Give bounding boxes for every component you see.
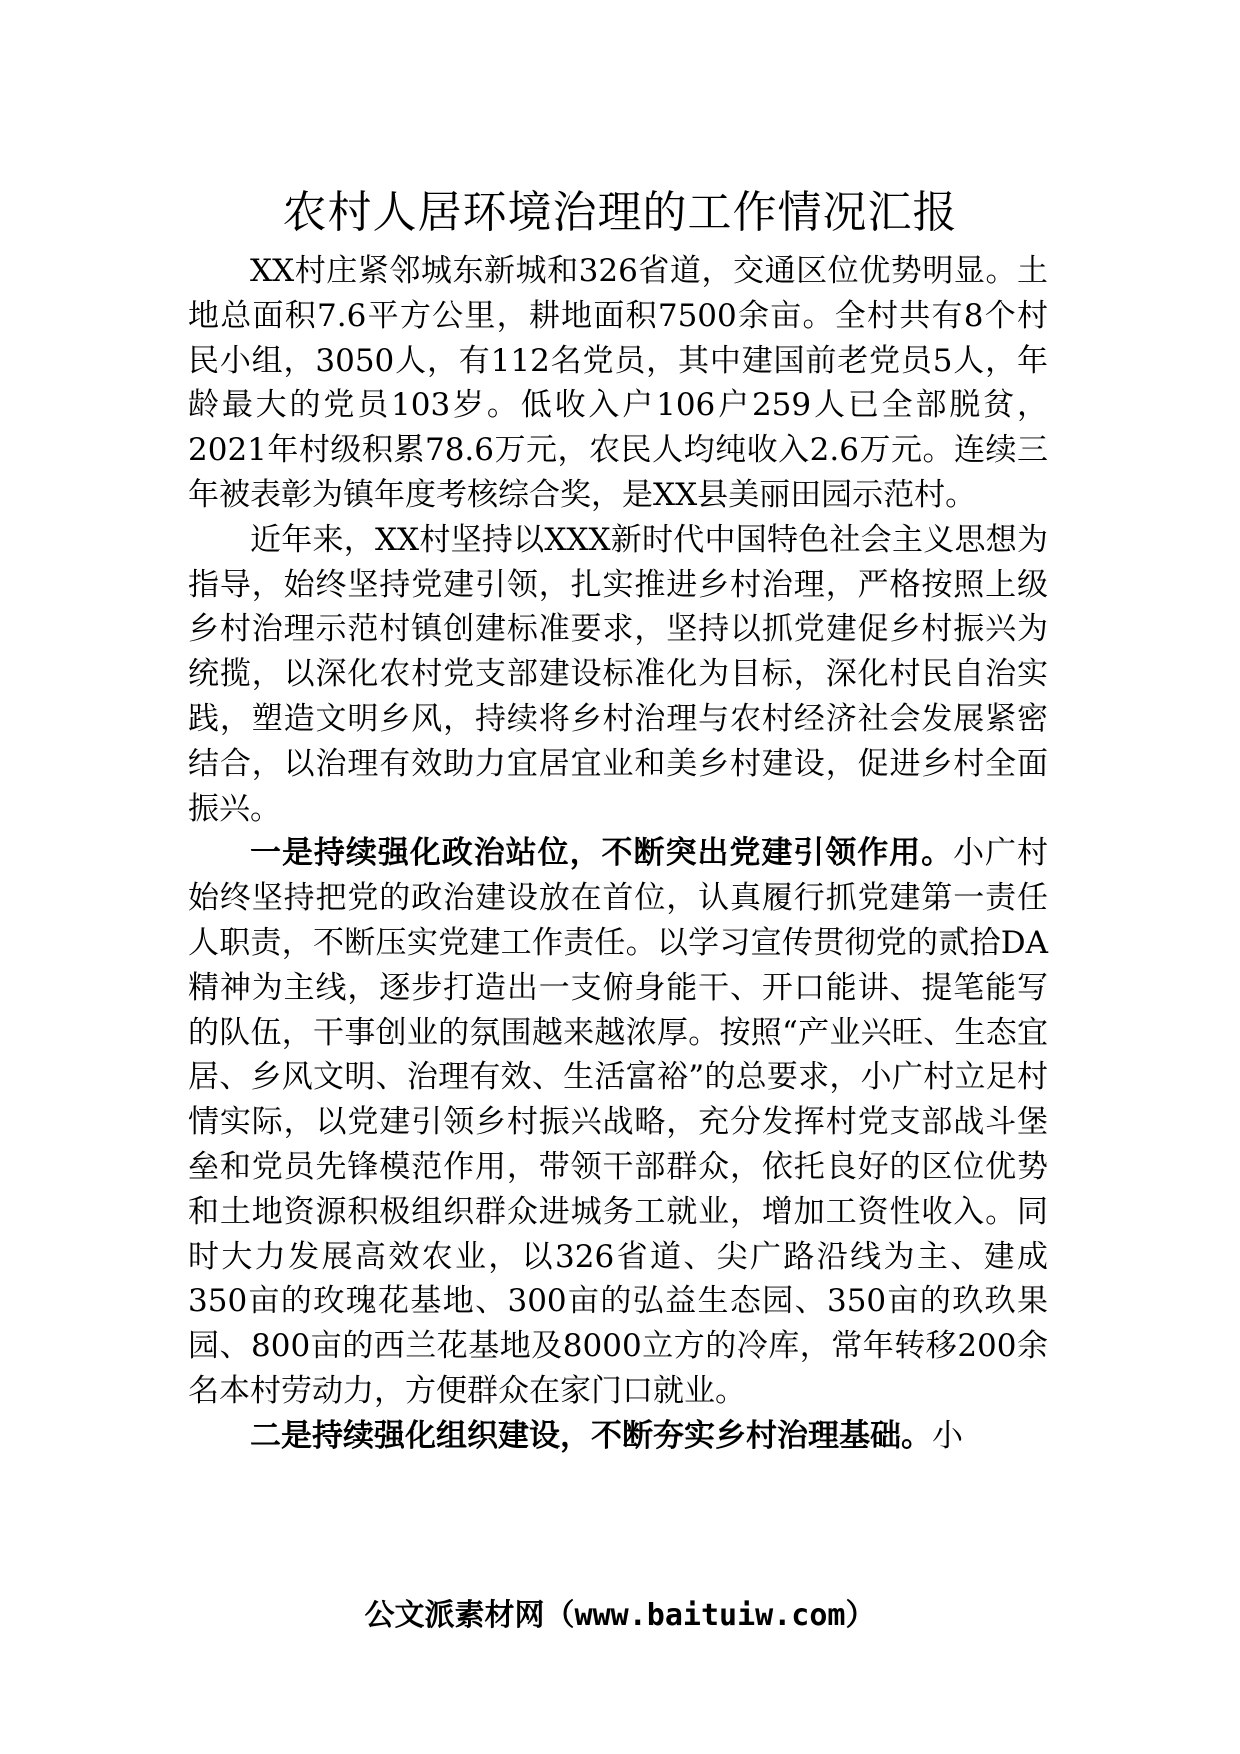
footer-watermark: 公文派素材网（www.baituiw.com） bbox=[364, 1598, 876, 1633]
paragraph-village-overview bbox=[188, 249, 1048, 518]
paragraph-text: XX村庄紧邻城东新城和326省道，交通区位优势明显。土地总面积7.6平方公里，耕地面积7500余亩。全村共有8个村民小组，3050人，有112名党员，其中建国前老党员5人，年龄最大的党员103岁。低收入户106户259人已全部脱贫，2021年村级积累78.6万元，农民人均纯收入2.6万元。连续三年被表彰为镇年度考核综合奖，是XX县美丽田园示范村。 bbox=[188, 253, 1048, 513]
paragraph-text: 小 bbox=[932, 1417, 963, 1454]
paragraph-text: 近年来，XX村坚持以XXX新时代中国特色社会主义思想为指导，始终坚持党建引领，扎实推进乡村治理，严格按照上级乡村治理示范村镇创建标准要求，坚持以抓党建促乡村振兴为统揽，以深化农村党支部建设标准化为目标，深化村民自治实践，塑造文明乡风，持续将乡村治理与农村经济社会发展紧密结合，以治理有效助力宜居宜业和美乡村建设，促进乡村全面振兴。 bbox=[188, 521, 1048, 827]
document-body bbox=[188, 249, 1048, 1459]
document-title: 农村人居环境治理的工作情况汇报 bbox=[282, 187, 958, 238]
section-heading: 二是持续强化组织建设，不断夯实乡村治理基础。 bbox=[250, 1417, 932, 1454]
paragraph-section-one bbox=[188, 831, 1048, 1413]
section-heading: 一是持续强化政治站位，不断突出党建引领作用。 bbox=[250, 835, 954, 872]
paragraph-governance-intro bbox=[188, 518, 1048, 832]
paragraph-text: 小广村始终坚持把党的政治建设放在首位，认真履行抓党建第一责任人职责，不断压实党建工作责任。以学习宣传贯彻党的贰拾DA精神为主线，逐步打造出一支俯身能干、开口能讲、提笔能写的队伍，干事创业的氛围越来越浓厚。按照“产业兴旺、生态宜居、乡风文明、治理有效、生活富裕”的总要求，小广村立足村情实际，以党建引领乡村振兴战略，充分发挥村党支部战斗堡垒和党员先锋模范作用，带领干部群众，依托良好的区位优势和土地资源积极组织群众进城务工就业，增加工资性收入。同时大力发展高效农业，以326省道、尖广路沿线为主、建成350亩的玫瑰花基地、300亩的弘益生态园、350亩的玖玖果园、800亩的西兰花基地及8000立方的冷库，常年转移200余名本村劳动力，方便群众在家门口就业。 bbox=[188, 835, 1049, 1409]
paragraph-section-two bbox=[188, 1414, 1048, 1459]
